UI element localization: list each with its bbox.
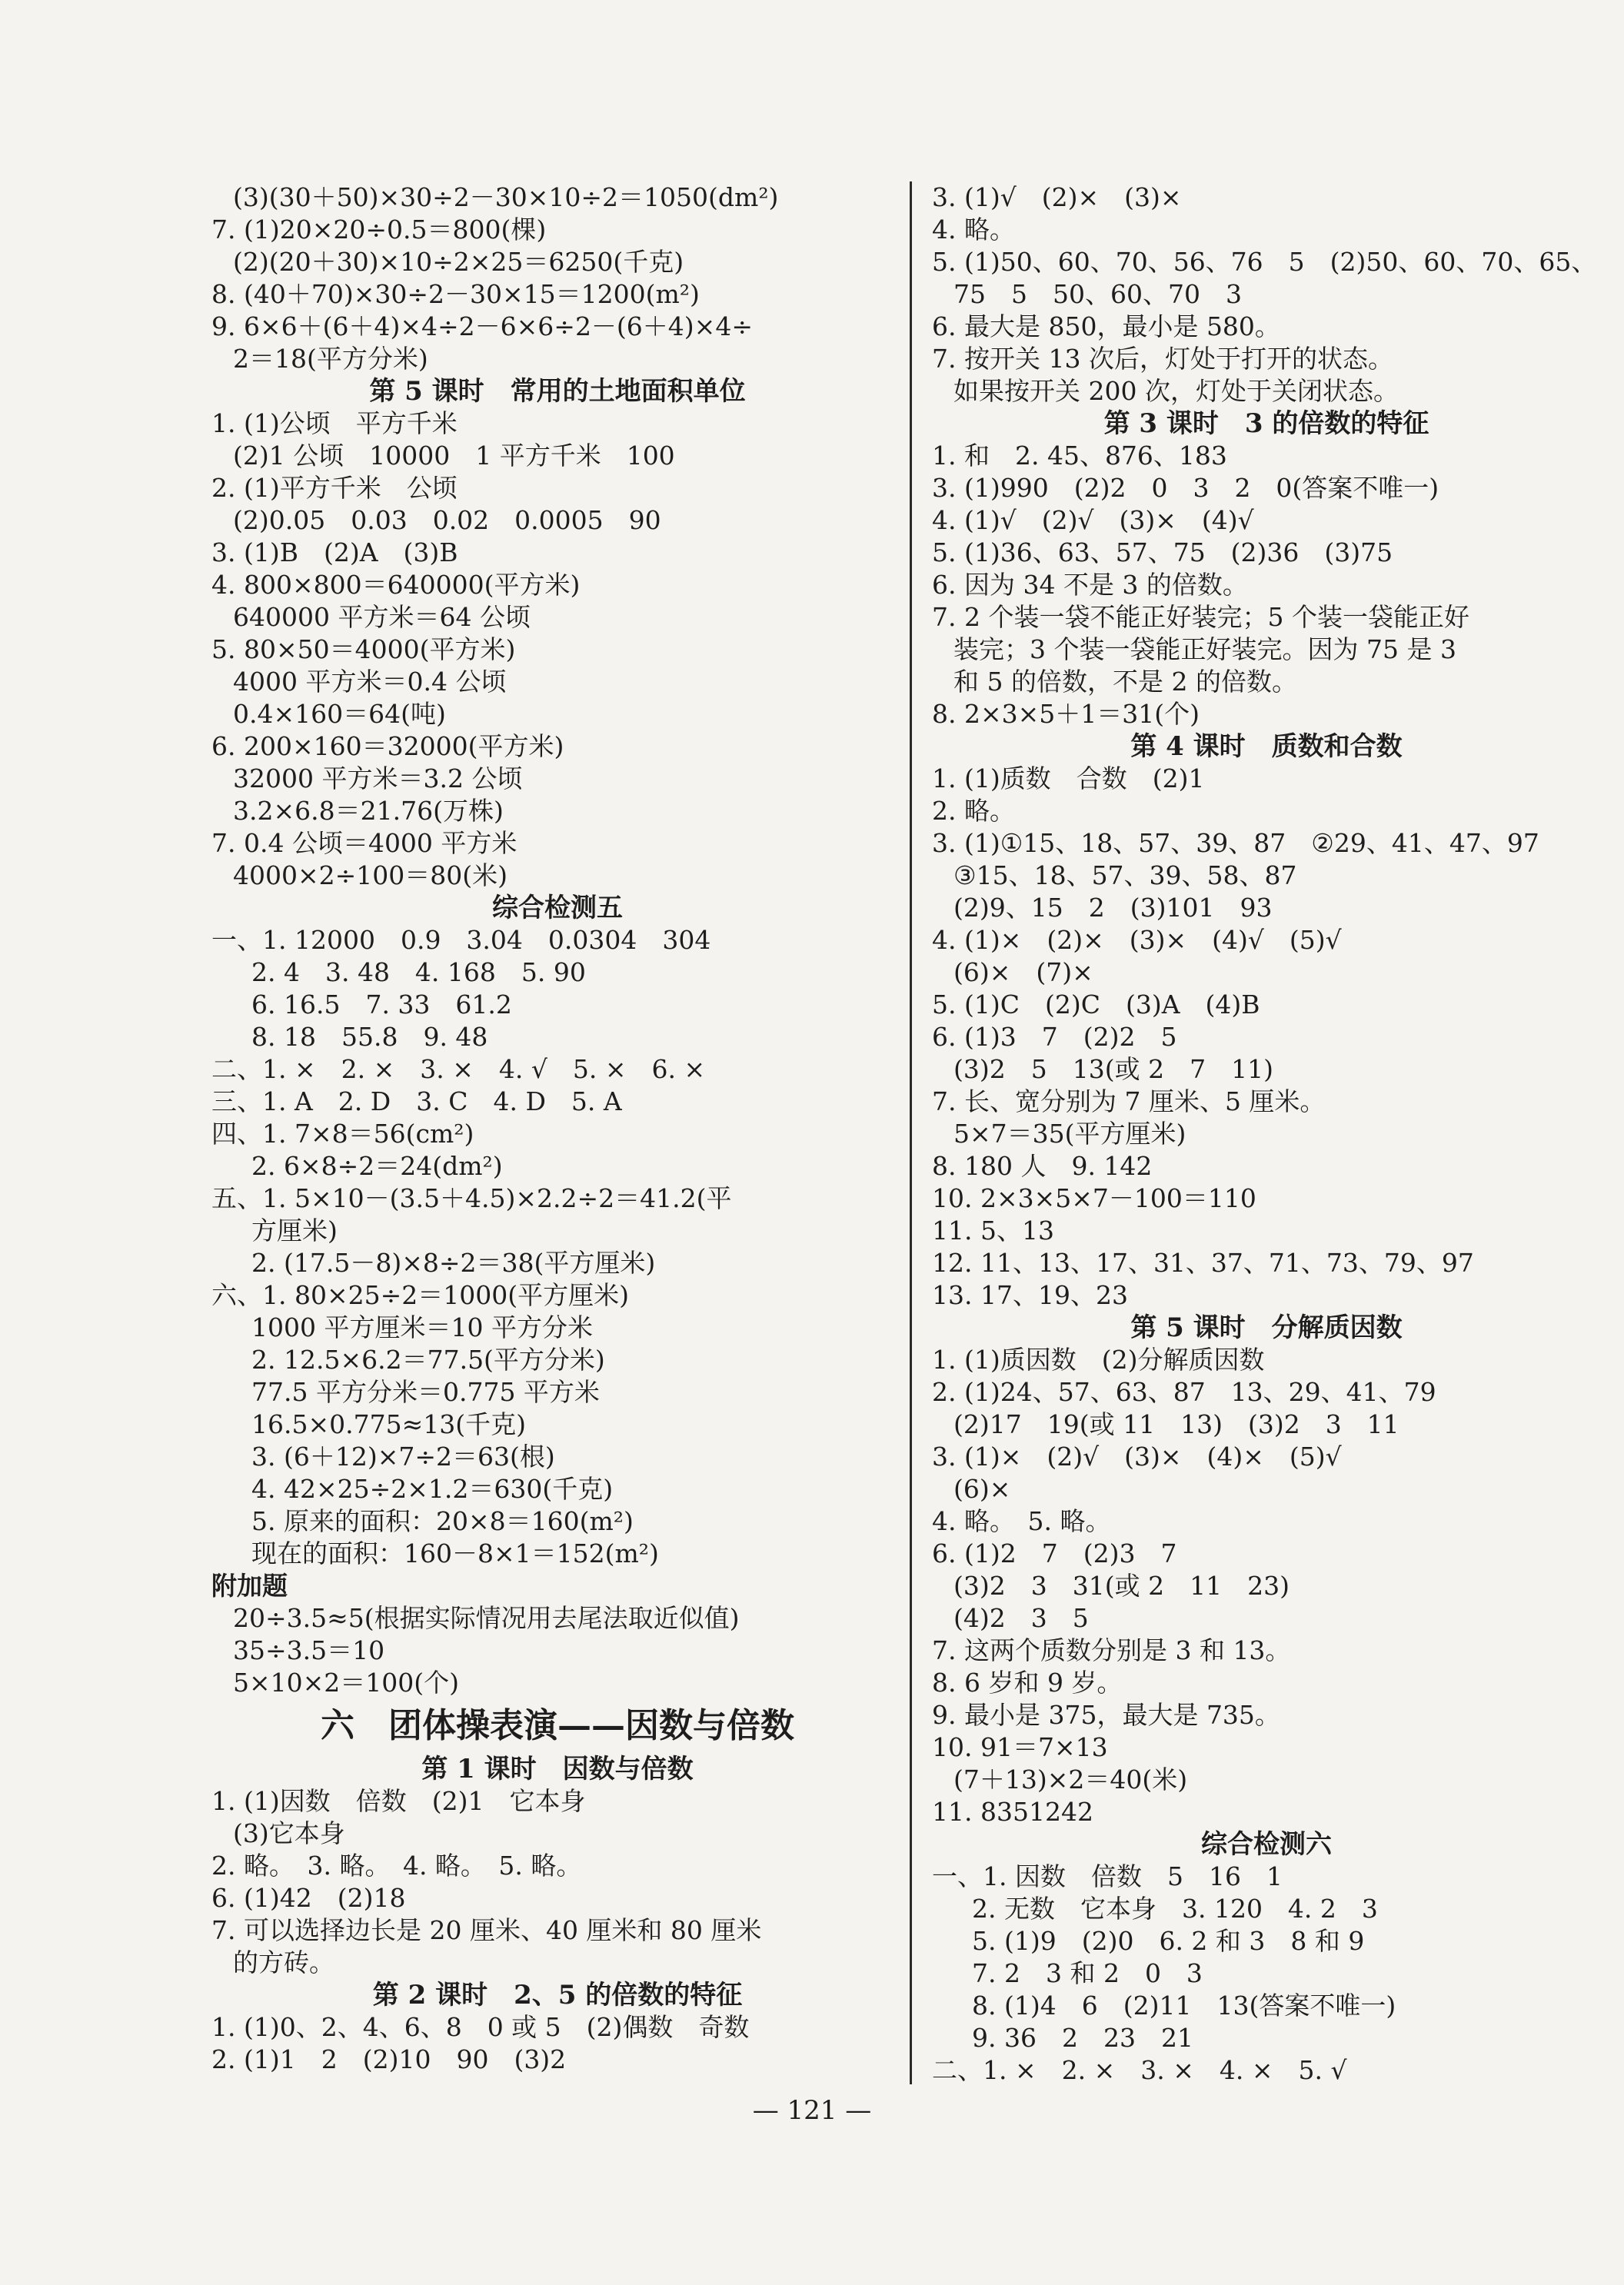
answer-line: 1. (1)质数 合数 (2)1 (932, 763, 1205, 793)
answer-line: 1. (1)0、2、4、6、8 0 或 5 (2)偶数 奇数 (211, 2012, 750, 2042)
answer-line: 7. 0.4 公顷＝4000 平方米 (211, 828, 517, 858)
answer-line: 5. (1)36、63、57、75 (2)36 (3)75 (932, 537, 1393, 567)
answer-line: 如果按开关 200 次，灯处于关闭状态。 (953, 376, 1399, 406)
answer-line: (2)0.05 0.03 0.02 0.0005 90 (233, 505, 661, 535)
right-column (932, 181, 1601, 2087)
answer-line: 9. 36 2 23 21 (972, 2023, 1193, 2053)
answer-line: 5. 80×50＝4000(平方米) (211, 634, 516, 664)
answer-line: 0.4×160＝64(吨) (233, 699, 446, 729)
answer-line: 20÷3.5≈5(根据实际情况用去尾法取近似值) (233, 1603, 740, 1633)
answer-line: 2. 略。 3. 略。 4. 略。 5. 略。 (211, 1851, 582, 1881)
answer-line: 五、1. 5×10－(3.5＋4.5)×2.2÷2＝41.2(平 (211, 1183, 732, 1213)
answer-line: 6. (1)3 7 (2)2 5 (932, 1022, 1177, 1052)
section-heading: 综合检测五 (492, 893, 623, 923)
answer-line: 附加题 (211, 1571, 288, 1601)
answer-line: 8. 18 55.8 9. 48 (251, 1022, 488, 1052)
answer-line: 2. 4 3. 48 4. 168 5. 90 (251, 957, 586, 987)
answer-line: 5. (1)50、60、70、56、76 5 (2)50、60、70、65、 (932, 247, 1597, 277)
answer-line: 4000×2÷100＝80(米) (233, 860, 508, 890)
answer-line: (3)2 5 13(或 2 7 11) (953, 1054, 1273, 1084)
answer-line: 8. 2×3×5＋1＝31(个) (932, 699, 1200, 729)
answer-line: 4. 略。 (932, 215, 1015, 244)
answer-line: 4. (1)√ (2)√ (3)× (4)√ (932, 505, 1254, 535)
answer-line: 5×7＝35(平方厘米) (953, 1119, 1186, 1149)
answer-line: 1000 平方厘米＝10 平方分米 (251, 1312, 593, 1342)
answer-line: 2. 6×8÷2＝24(dm²) (251, 1151, 503, 1181)
answer-line: 6. (1)42 (2)18 (211, 1883, 406, 1913)
answer-line: 5. 原来的面积：20×8＝160(m²) (251, 1506, 634, 1536)
answer-line: 640000 平方米＝64 公顷 (233, 602, 531, 632)
answer-line: 2＝18(平方分米) (233, 344, 428, 374)
answer-line: 3. (1)B (2)A (3)B (211, 537, 458, 567)
answer-line: 2. 无数 它本身 3. 120 4. 2 3 (972, 1894, 1378, 1924)
answer-line: (2)(20＋30)×10÷2×25＝6250(千克) (233, 247, 684, 277)
answer-line: 4000 平方米＝0.4 公顷 (233, 667, 507, 697)
answer-line: 5. (1)9 (2)0 6. 2 和 3 8 和 9 (972, 1926, 1365, 1956)
answer-line: 32000 平方米＝3.2 公顷 (233, 763, 523, 793)
answer-line: 5. (1)C (2)C (3)A (4)B (932, 990, 1260, 1019)
answer-line: 8. (40＋70)×30÷2－30×15＝1200(m²) (211, 279, 700, 309)
answer-line: 6. 16.5 7. 33 61.2 (251, 990, 512, 1019)
answer-line: 2. 略。 (932, 796, 1015, 826)
answer-line: (4)2 3 5 (953, 1603, 1089, 1633)
answer-line: 一、1. 因数 倍数 5 16 1 (932, 1861, 1283, 1891)
answer-line: 和 5 的倍数，不是 2 的倍数。 (953, 667, 1297, 697)
column-divider (910, 181, 912, 2084)
unit-title: 六 团体操表演——因数与倍数 (321, 1706, 794, 1745)
answer-line: 4. 42×25÷2×1.2＝630(千克) (251, 1474, 614, 1504)
answer-line: 的方砖。 (233, 1947, 334, 1977)
answer-line: (2)17 19(或 11 13) (3)2 3 11 (953, 1409, 1399, 1439)
answer-line: 9. 最小是 375，最大是 735。 (932, 1700, 1280, 1730)
answer-line: 3. (6＋12)×7÷2＝63(根) (251, 1442, 555, 1472)
answer-line: 8. 180 人 9. 142 (932, 1151, 1153, 1181)
answer-line: 四、1. 7×8＝56(cm²) (211, 1119, 474, 1149)
answer-line: 6. 200×160＝32000(平方米) (211, 731, 564, 761)
answer-line: 6. 最大是 850，最小是 580。 (932, 311, 1280, 341)
answer-line: 35÷3.5＝10 (233, 1635, 385, 1665)
answer-line: (3)(30＋50)×30÷2－30×10÷2＝1050(dm²) (233, 182, 779, 212)
answer-line: 3.2×6.8＝21.76(万株) (233, 796, 504, 826)
answer-line: 8. 6 岁和 9 岁。 (932, 1668, 1123, 1698)
answer-line: 16.5×0.775≈13(千克) (251, 1409, 526, 1439)
answer-line: 1. (1)因数 倍数 (2)1 它本身 (211, 1786, 586, 1816)
answer-line: 现在的面积：160－8×1＝152(m²) (251, 1538, 659, 1568)
answer-line: 3. (1)①15、18、57、39、87 ②29、41、47、97 (932, 828, 1539, 858)
answer-line: 3. (1)990 (2)2 0 3 2 0(答案不唯一) (932, 473, 1439, 503)
section-heading: 第 1 课时 因数与倍数 (421, 1754, 694, 1784)
answer-line: 10. 2×3×5×7－100＝110 (932, 1183, 1256, 1213)
answer-line: 3. (1)√ (2)× (3)× (932, 182, 1182, 212)
answer-line: 75 5 50、60、70 3 (953, 279, 1242, 309)
answer-line: 11. 5、13 (932, 1216, 1054, 1246)
answer-line: (3)2 3 31(或 2 11 23) (953, 1571, 1290, 1601)
answer-line: 8. (1)4 6 (2)11 13(答案不唯一) (972, 1991, 1396, 2021)
answer-line: 7. (1)20×20÷0.5＝800(棵) (211, 215, 547, 244)
answer-line: 1. (1)质因数 (2)分解质因数 (932, 1345, 1265, 1375)
section-heading: 综合检测六 (1201, 1829, 1332, 1860)
page-number: — 121 — (752, 2095, 872, 2126)
answer-line: 4. (1)× (2)× (3)× (4)√ (5)√ (932, 925, 1342, 955)
answer-line: (2)1 公顷 10000 1 平方千米 100 (233, 441, 675, 471)
answer-line: 方厘米) (251, 1216, 338, 1246)
answer-line: ③15、18、57、39、58、87 (953, 860, 1297, 890)
section-heading: 第 3 课时 3 的倍数的特征 (1103, 408, 1429, 439)
answer-line: 2. (1)1 2 (2)10 90 (3)2 (211, 2044, 567, 2074)
section-heading: 第 4 课时 质数和合数 (1130, 731, 1403, 762)
answer-line: 2. (17.5－8)×8÷2＝38(平方厘米) (251, 1248, 656, 1278)
section-heading: 第 2 课时 2、5 的倍数的特征 (372, 1980, 743, 2011)
answer-line: 1. (1)公顷 平方千米 (211, 408, 458, 438)
answer-line: 7. 可以选择边长是 20 厘米、40 厘米和 80 厘米 (211, 1915, 762, 1945)
answer-line: 一、1. 12000 0.9 3.04 0.0304 304 (211, 925, 711, 955)
answer-line: 5×10×2＝100(个) (233, 1668, 460, 1698)
answer-line: 12. 11、13、17、31、37、71、73、79、97 (932, 1248, 1474, 1278)
answer-line: 三、1. A 2. D 3. C 4. D 5. A (211, 1086, 622, 1116)
answer-line: 11. 8351242 (932, 1797, 1093, 1827)
answer-line: (2)9、15 2 (3)101 93 (953, 893, 1273, 923)
answer-line: (7＋13)×2＝40(米) (953, 1764, 1188, 1794)
section-heading: 第 5 课时 常用的土地面积单位 (369, 376, 746, 407)
answer-line: 4. 略。 5. 略。 (932, 1506, 1111, 1536)
answer-line: 2. (1)24、57、63、87 13、29、41、79 (932, 1377, 1436, 1407)
answer-line: 二、1. × 2. × 3. × 4. × 5. √ (932, 2055, 1347, 2085)
answer-line: 1. 和 2. 45、876、183 (932, 441, 1227, 471)
answer-line: 6. (1)2 7 (2)3 7 (932, 1538, 1177, 1568)
answer-line: 装完；3 个装一袋能正好装完。因为 75 是 3 (953, 634, 1456, 664)
answer-line: 10. 91＝7×13 (932, 1732, 1108, 1762)
answer-line: (6)× (7)× (953, 957, 1093, 987)
answer-line: 六、1. 80×25÷2＝1000(平方厘米) (211, 1280, 629, 1310)
answer-line: 3. (1)× (2)√ (3)× (4)× (5)√ (932, 1442, 1342, 1472)
answer-line: 9. 6×6＋(6＋4)×4÷2－6×6÷2－(6＋4)×4÷ (211, 311, 753, 341)
answer-line: (6)× (953, 1474, 1011, 1504)
answer-line: 77.5 平方分米＝0.775 平方米 (251, 1377, 600, 1407)
section-heading: 第 5 课时 分解质因数 (1130, 1312, 1403, 1343)
answer-line: 7. 2 个装一袋不能正好装完；5 个装一袋能正好 (932, 602, 1469, 632)
answer-line: (3)它本身 (233, 1818, 345, 1848)
answer-line: 2. (1)平方千米 公顷 (211, 473, 458, 503)
answer-line: 4. 800×800＝640000(平方米) (211, 570, 581, 600)
answer-line: 6. 因为 34 不是 3 的倍数。 (932, 570, 1248, 600)
answer-line: 7. 长、宽分别为 7 厘米、5 厘米。 (932, 1086, 1326, 1116)
answer-line: 7. 按开关 13 次后，灯处于打开的状态。 (932, 344, 1393, 374)
answer-line: 二、1. × 2. × 3. × 4. √ 5. × 6. × (211, 1054, 706, 1084)
answer-line: 7. 这两个质数分别是 3 和 13。 (932, 1635, 1291, 1665)
answer-line: 7. 2 3 和 2 0 3 (972, 1958, 1203, 1988)
left-column (211, 181, 904, 2076)
answer-line: 13. 17、19、23 (932, 1280, 1128, 1310)
answer-line: 2. 12.5×6.2＝77.5(平方分米) (251, 1345, 605, 1375)
